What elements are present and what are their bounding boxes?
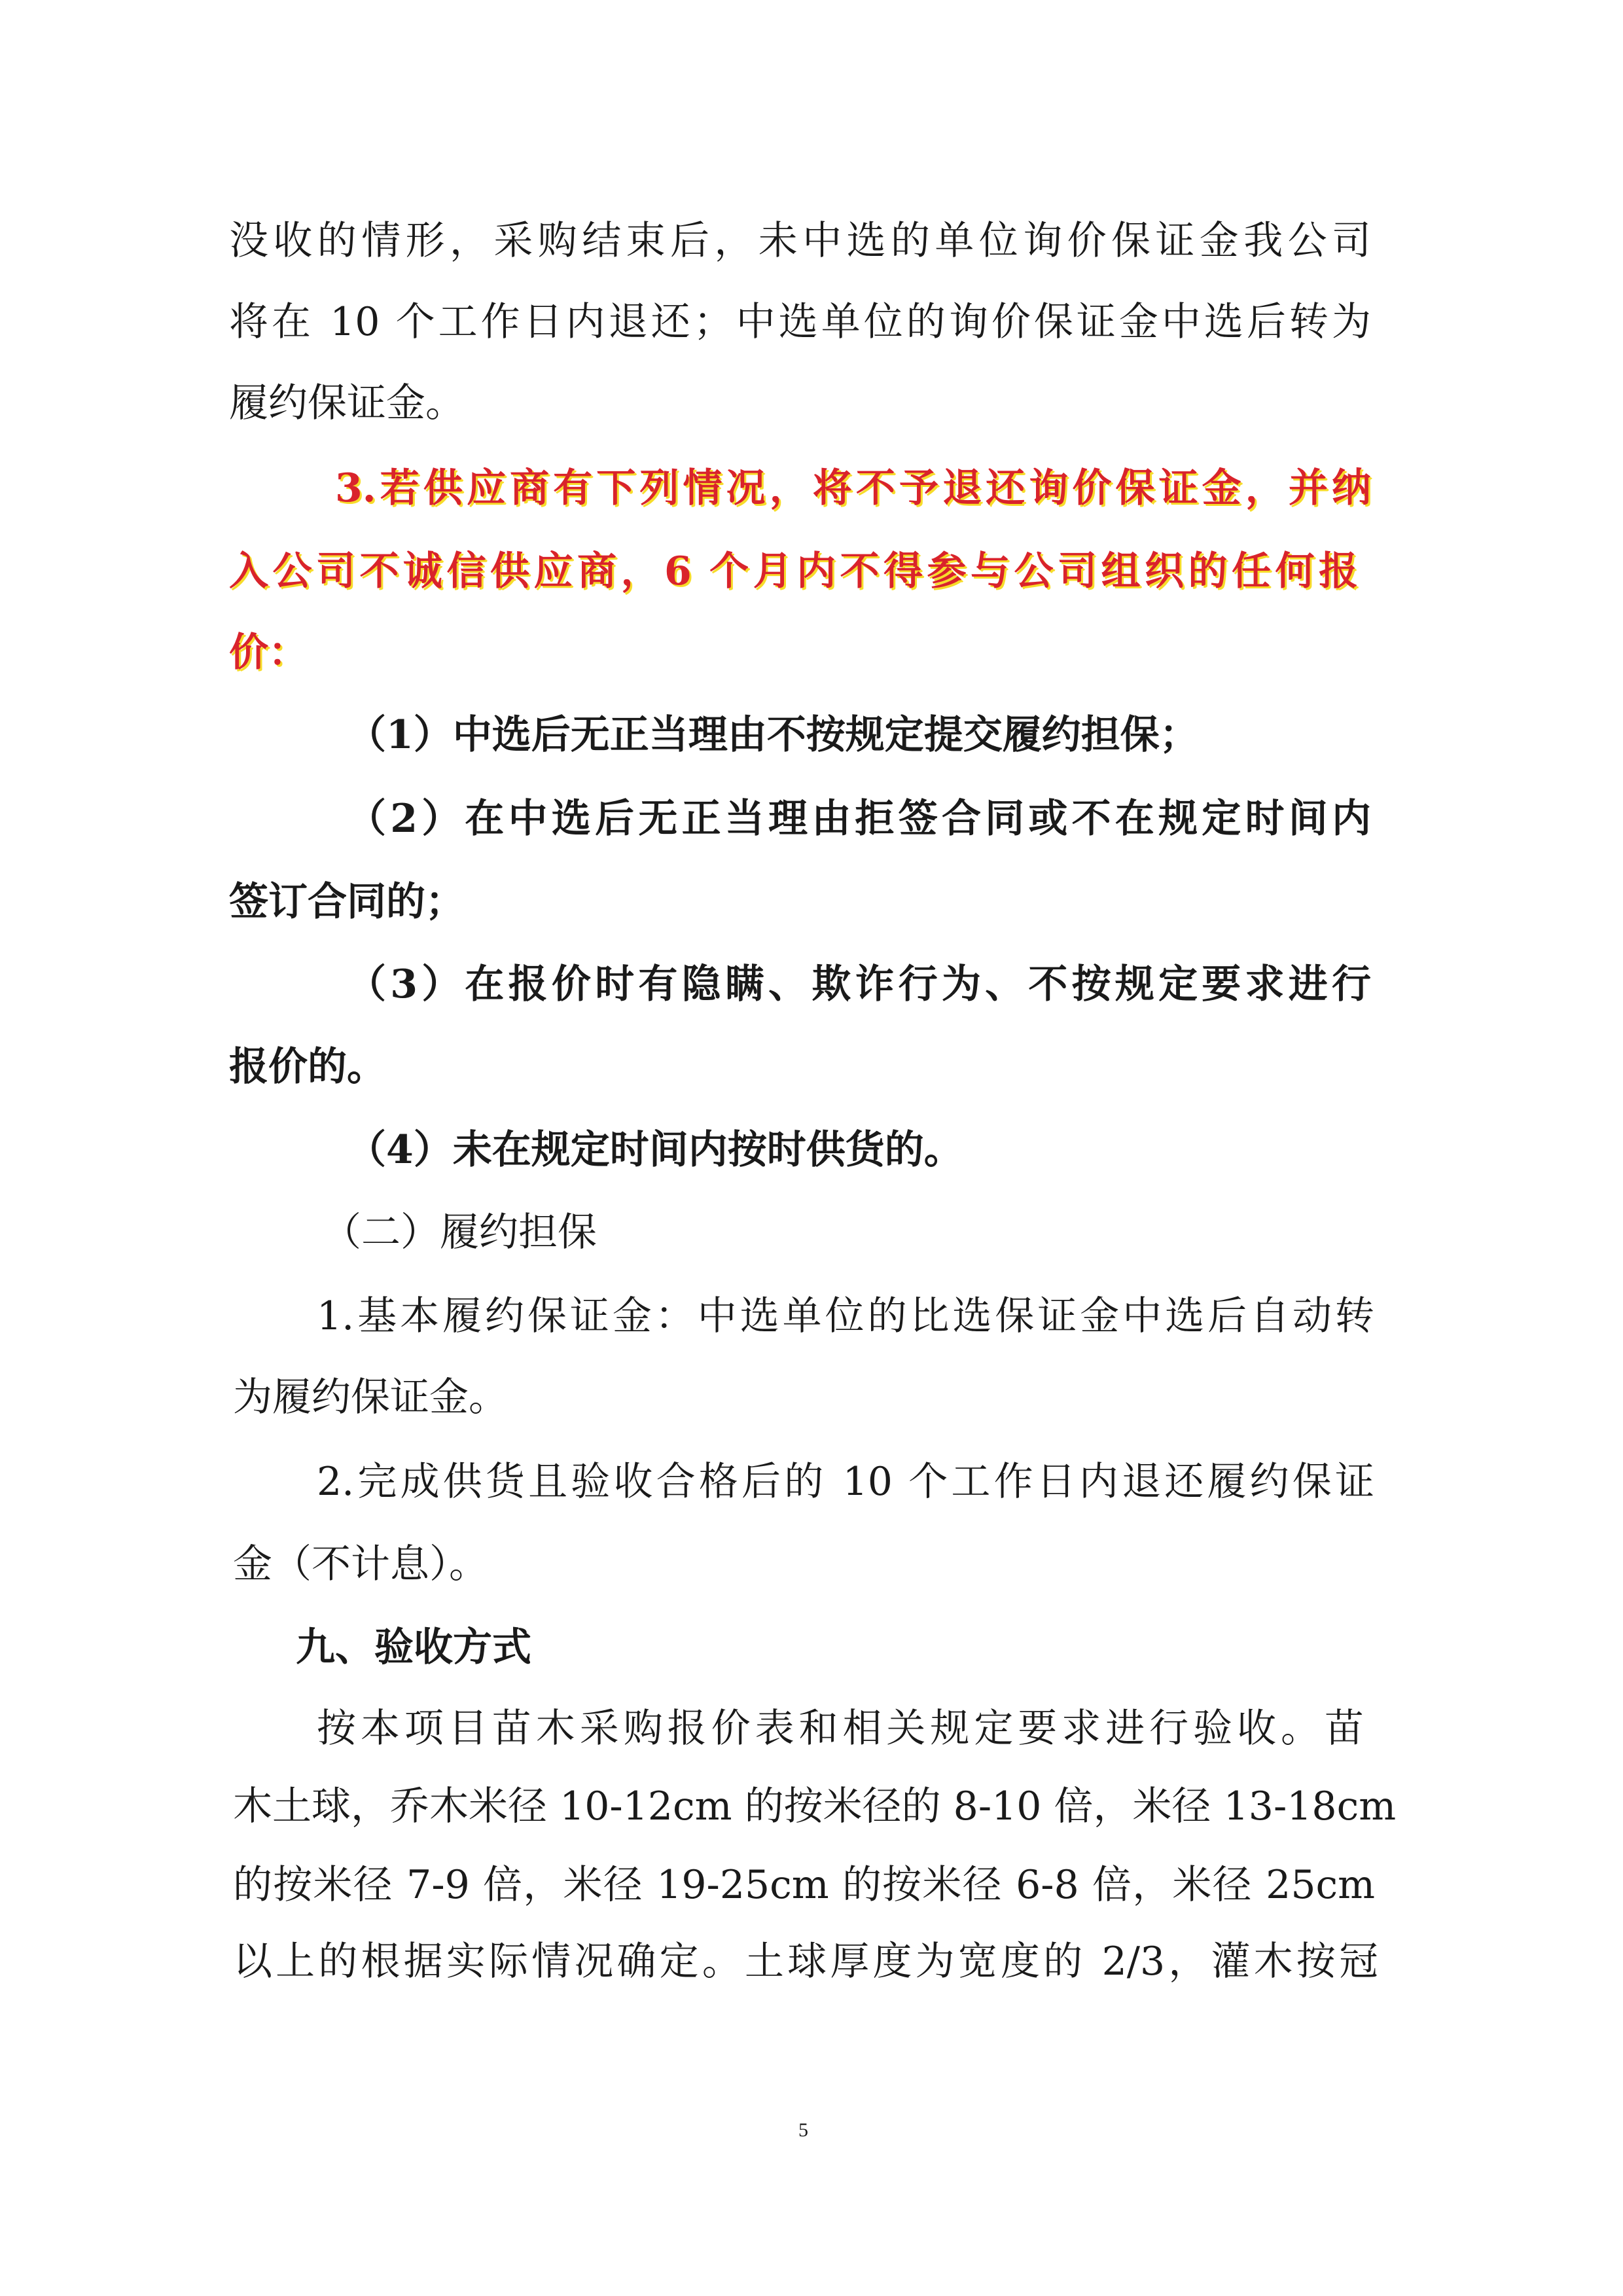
body-line: 以上的根据实际情况确定。土球厚度为宽度的 2/3，灌木按冠 bbox=[233, 1939, 1378, 1984]
section-heading: 九、验收方式 bbox=[296, 1624, 531, 1670]
list-item-1: （1）中选后无正当理由不按规定提交履约担保； bbox=[347, 712, 1199, 758]
body-line: 履约保证金。 bbox=[229, 380, 465, 426]
highlighted-clause-line: 入公司不诚信供应商，6 个月内不得参与公司组织的任何报 bbox=[229, 548, 1358, 594]
body-line: 1.基本履约保证金：中选单位的比选保证金中选后自动转 bbox=[317, 1293, 1374, 1339]
highlighted-clause-line: 3.若供应商有下列情况，将不予退还询价保证金，并纳 bbox=[335, 465, 1371, 511]
list-item-4: （4）未在规定时间内按时供货的。 bbox=[347, 1127, 963, 1173]
body-line: 金（不计息）。 bbox=[233, 1541, 488, 1587]
list-item-2: （2）在中选后无正当理由拒签合同或不在规定时间内 bbox=[347, 796, 1371, 842]
body-line: 为履约保证金。 bbox=[233, 1374, 508, 1420]
page-number: 5 bbox=[798, 2119, 808, 2141]
body-line: 按本项目苗木采购报价表和相关规定要求进行验收。苗 bbox=[317, 1706, 1364, 1751]
body-line: 2.完成供货且验收合格后的 10 个工作日内退还履约保证 bbox=[317, 1459, 1374, 1505]
body-line: 的按米径 7-9 倍，米径 19-25cm 的按米径 6-8 倍，米径 25cm bbox=[233, 1862, 1375, 1908]
highlighted-clause-line: 价： bbox=[229, 630, 308, 675]
list-item-2-cont: 签订合同的； bbox=[229, 879, 465, 925]
subsection-heading: （二）履约担保 bbox=[322, 1210, 597, 1255]
body-line: 将在 10 个工作日内退还；中选单位的询价保证金中选后转为 bbox=[229, 299, 1371, 345]
body-line: 没收的情形，采购结束后，未中选的单位询价保证金我公司 bbox=[229, 218, 1371, 264]
body-line: 木土球，乔木米径 10-12cm 的按米径的 8-10 倍，米径 13-18cm bbox=[233, 1784, 1397, 1829]
list-item-3: （3）在报价时有隐瞒、欺诈行为、不按规定要求进行 bbox=[347, 961, 1371, 1007]
list-item-3-cont: 报价的。 bbox=[229, 1044, 386, 1090]
